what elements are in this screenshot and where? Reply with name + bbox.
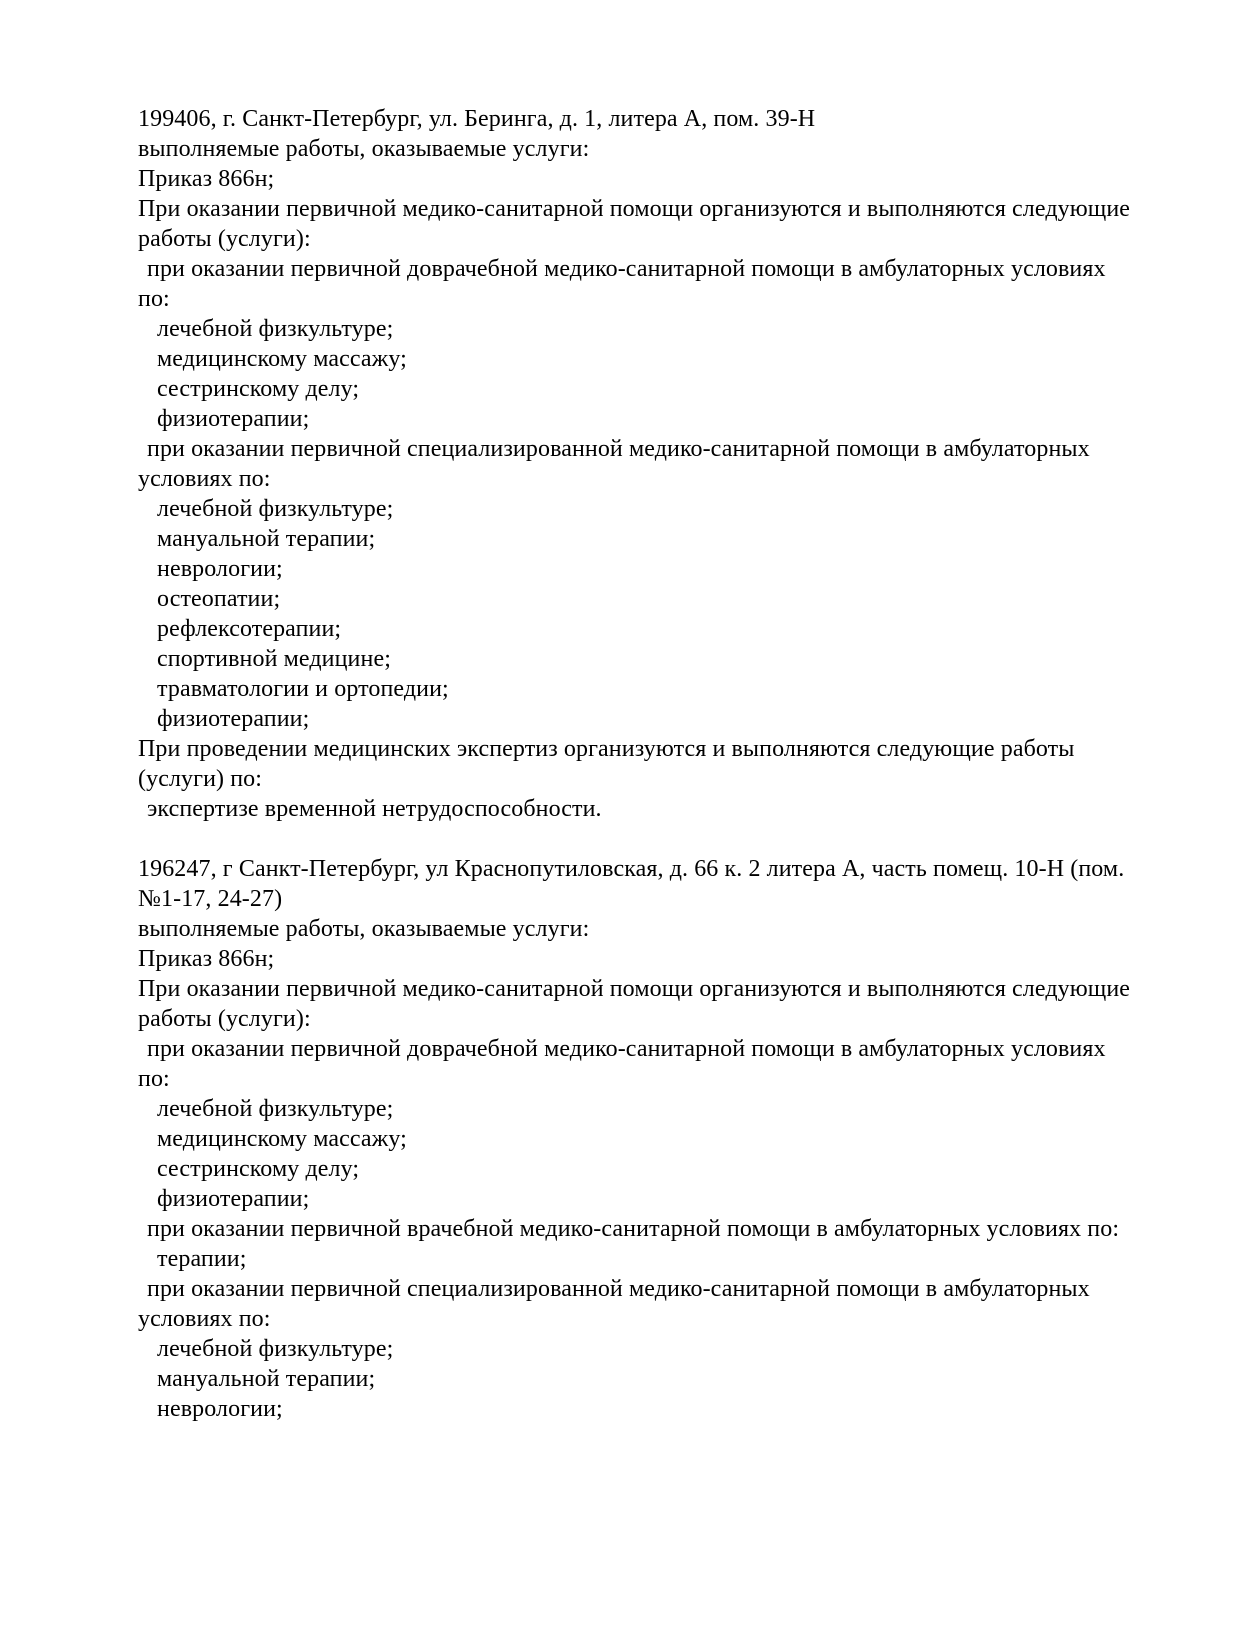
text-line: условиях по:	[138, 1306, 271, 1332]
text-line: Приказ 866н;	[138, 166, 275, 192]
text-line: При оказании первичной медико-санитарной помощи организуются и выполняются следующие	[138, 976, 1131, 1002]
text-line: лечебной физкультуре;	[157, 316, 394, 342]
text-line: физиотерапии;	[157, 406, 310, 432]
text-line: выполняемые работы, оказываемые услуги:	[138, 916, 590, 942]
text-line: физиотерапии;	[157, 1186, 310, 1212]
text-line: при оказании первичной специализированной медико-санитарной помощи в амбулаторных	[147, 436, 1090, 462]
text-line: экспертизе временной нетрудоспособности.	[147, 796, 602, 822]
text-line: работы (услуги):	[138, 1006, 311, 1032]
text-line: мануальной терапии;	[157, 526, 376, 552]
text-line: мануальной терапии;	[157, 1366, 376, 1392]
text-line: физиотерапии;	[157, 706, 310, 732]
text-line: (услуги) по:	[138, 766, 263, 792]
text-line: Приказ 866н;	[138, 946, 275, 972]
text-line: При оказании первичной медико-санитарной помощи организуются и выполняются следующие	[138, 196, 1131, 222]
text-line: рефлексотерапии;	[157, 616, 342, 642]
text-line: сестринскому делу;	[157, 376, 360, 402]
text-line: неврологии;	[157, 1396, 283, 1422]
text-line: по:	[138, 286, 170, 312]
text-line: спортивной медицине;	[157, 646, 391, 672]
text-line: лечебной физкультуре;	[157, 1096, 394, 1122]
text-line: сестринскому делу;	[157, 1156, 360, 1182]
address-line: 196247, г Санкт-Петербург, ул Краснопутиловская, д. 66 к. 2 литера А, часть помещ. 10-Н (пом.	[138, 856, 1125, 882]
text-line: медицинскому массажу;	[157, 346, 407, 372]
text-line: травматологии и ортопедии;	[157, 676, 449, 702]
text-line: при оказании первичной доврачебной медико-санитарной помощи в амбулаторных условиях	[147, 256, 1106, 282]
text-line: при оказании первичной доврачебной медико-санитарной помощи в амбулаторных условиях	[147, 1036, 1106, 1062]
text-line: работы (услуги):	[138, 226, 311, 252]
text-line: неврологии;	[157, 556, 283, 582]
text-line: условиях по:	[138, 466, 271, 492]
text-line: остеопатии;	[157, 586, 281, 612]
text-line: выполняемые работы, оказываемые услуги:	[138, 136, 590, 162]
document-page	[138, 104, 1223, 1424]
text-line: при оказании первичной врачебной медико-санитарной помощи в амбулаторных условиях по:	[147, 1216, 1120, 1242]
text-line: При проведении медицинских экспертиз организуются и выполняются следующие работы	[138, 736, 1075, 762]
text-line: лечебной физкультуре;	[157, 496, 394, 522]
text-line: по:	[138, 1066, 170, 1092]
text-line: при оказании первичной специализированной медико-санитарной помощи в амбулаторных	[147, 1276, 1090, 1302]
text-line: медицинскому массажу;	[157, 1126, 407, 1152]
text-line: терапии;	[157, 1246, 247, 1272]
address-line: №1-17, 24-27)	[138, 886, 283, 912]
address-line: 199406, г. Санкт-Петербург, ул. Беринга, д. 1, литера А, пом. 39-Н	[138, 106, 816, 132]
text-line: лечебной физкультуре;	[157, 1336, 394, 1362]
blank-line	[138, 824, 1223, 854]
